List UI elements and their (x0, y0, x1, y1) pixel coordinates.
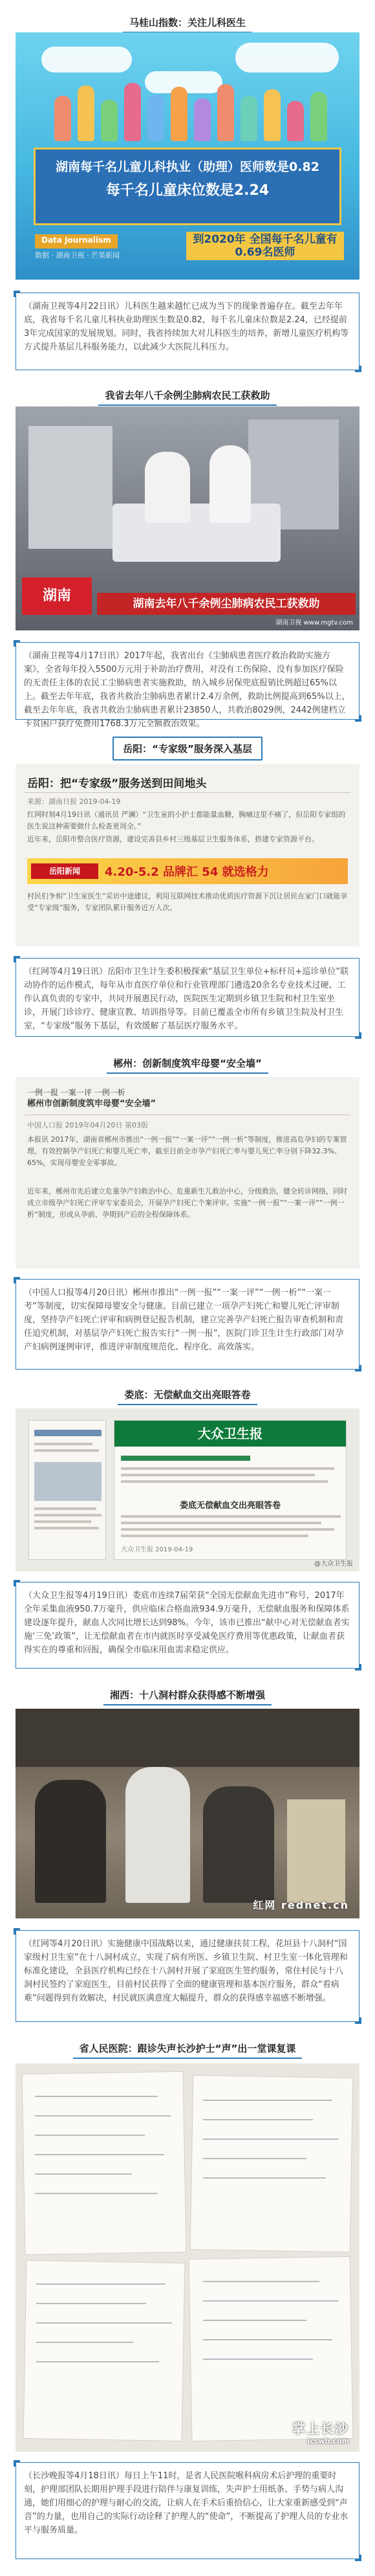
section-title-3 (0, 737, 375, 761)
section-title-2 (0, 386, 375, 406)
summary-text: （红网等4月19日讯）岳阳市卫生计生委积极探索“基层卫生单位+标杆员+巡诊单位”联动协作的运作模式，每年从市直医疗单位和行业管理部门遴选20余名专业技术过硬、工作认真负责的专家中，共同开展惠民行动，医院医生定期到乡镇卫生院和村卫生室坐诊，开展门诊诊疗、健康宣教、培训指导等。目前已覆盖全市所有乡镇卫生院及村卫生室，“专家级”服务下基层，有效缓解了基层医疗服务水平。 (24, 967, 349, 1031)
news-body-3: 村民们争相“卫生室医生”采访中途建议，利用互联网技术推动优质医疗资源下沉让居民在家门口就能享受“专家级”服务，专家团队累计服务近万人次。 (27, 892, 348, 912)
summary-text: （红网等4月20日讯）实施健康中国战略以来，通过健康扶贫工程，花垣县十八洞村“国家级村卫生室”在十八洞村成立，实现了病有所医、乡镇卫生院、村卫生室一体化管理和标准化建设，全县医疗机构已经在十八洞村开展了家庭医生签约服务，常住村民与十八洞村民签约了家庭医生，目前村民获得了全面的健康管理和基本医疗服务，群众“看病难”问题得到有效解决，村民就医满意度大幅提升，群众的获得感幸福感不断增强。 (24, 1939, 348, 2003)
article-summary-1 (16, 293, 359, 370)
banner-source-line: 数据 · 湖南卫视 · 芒果新闻 (35, 251, 120, 260)
banner-target-stat: 到2020年 全国每千名儿童有0.69名医师 (186, 232, 344, 260)
note-card (189, 2256, 354, 2441)
newspaper-headline: 娄底无偿献血交出亮眼答卷 (179, 1501, 281, 1511)
ad-text: 4.20-5.2 品牌汇 54 就选格力 (105, 865, 269, 879)
note-card (22, 2071, 187, 2255)
news-body-1: 本报讯 2017年，湖南省郴州市推出“一例一报”“一案一评”“一例一析”等制度，推进高危孕妇的专案管理，有效控制孕产妇死亡和婴儿死亡率，截至目前全市孕产妇死亡率与婴儿死亡率分别下降32.3%、65%，实现母婴安全零事故。 (27, 1135, 347, 1167)
article-summary-7 (16, 2462, 359, 2559)
section-title-1 (0, 13, 375, 33)
banner-line-1: 湖南每千名儿童儿科执业（助理）医师数是0.82 (56, 160, 319, 174)
article-summary-4 (16, 1279, 359, 1370)
section-heading: 娄底：无偿献血交出亮眼答卷 (118, 1385, 257, 1405)
article-summary-2 (16, 642, 359, 729)
newspaper-photo (16, 1408, 359, 1571)
news-kicker: 一例一报 一案一评 一例一析 (27, 1088, 125, 1097)
summary-text: （大众卫生报等4月19日讯）娄底市连续7届荣获“全国无偿献血先进市”称号，2017年全年采集血液950.7万毫升，供应临床合格血液934.9万毫升，无偿献血服务和保障体系建设逐年提升，献血人次同比增长达到98%。今年，该市已推出“献中心对无偿献血者实施‘三免’政策”，让无偿献血者在市内就医时享受减免医疗费用等优惠政策，让献血者获得实在的尊重和回报，确保全市临床用血需求稳定供应。 (24, 1591, 350, 1655)
news-body-1: 红网时刻4月19日讯（通讯员 严澜）“卫生室的小护士都能量血糖，胸痛这里不痛了，但岳阳专家组的医生说这种需要做什么检查更周全。” (27, 810, 346, 830)
data-journalism-tag: Data Journalism (35, 234, 118, 249)
summary-text: （中国人口报等4月20日讯）郴州市推出“一例一报”“一案一评”“一例一析”“一案一考”等制度，切实保障母婴安全与健康。目前已建立一项孕产妇死亡和婴儿死亡评审制度，坚持孕产妇死亡评审和病例登记报告机制，建立完善孕产妇死亡报告审查机制和责任追究机制，对基层孕产妇死亡报告实行“一例一报”，医院门诊卫生计生行政部门对孕产妇病例逐例审评，推进评审制度规范化、程序化、高效落实。 (24, 1288, 344, 1352)
banner-line-2: 每千名儿童床位数是2.24 (105, 183, 270, 199)
section-heading: 岳阳：“专家级”服务深入基层 (112, 737, 262, 761)
note-card (23, 2260, 186, 2441)
news-meta: 来源：湖南日报 2019-04-19 (27, 797, 121, 806)
banner-statistic-card (34, 148, 341, 225)
section-title-4 (0, 1054, 375, 1074)
photo-watermark: 湖南卫视 www.mgtv.com (275, 619, 353, 627)
watermark-brand: 掌上长沙 (292, 2421, 349, 2436)
article-summary-5 (16, 1582, 359, 1669)
photo-watermark: @大众卫生报 (314, 1560, 353, 1568)
section-heading: 郴州：创新制度筑牢母婴“安全墙” (107, 1054, 268, 1074)
section-heading: 马桂山指数：关注儿科医生 (123, 13, 252, 33)
pneumoconiosis-photo (16, 406, 359, 630)
ad-logo: 岳阳新闻 (31, 863, 98, 879)
summary-text: （湖南卫视等4月17日讯）2017年起，我省出台《尘肺病患者医疗救治救助实施方案》，全省每年投入5500万元用于补助治疗费用，对没有工伤保险、没有参加医疗保险的无责任主体的农民工尘肺病患者实施救助，纳入城乡居保兜底报销比例超过65%以上。截至去年年底，我省共救治尘肺病患者累计2.4万余例，救助比例提高到65%以上，截至去年年底，我省共救治尘肺病患者累计23850人，共救治8029例，2442例建档立卡贫困户获疗免费用1768.3万元全额救治效果。 (24, 651, 350, 729)
article-summary-3 (16, 958, 359, 1037)
article-summary-6 (16, 1930, 359, 2022)
news-headline: 岳阳：把“专家级”服务送到田间地头 (27, 777, 207, 790)
yueyang-news-screenshot (16, 764, 359, 946)
section-heading: 湘西：十八洞村群众获得感不断增强 (103, 1685, 272, 1705)
ad-banner (27, 858, 348, 884)
chenzhou-news-screenshot (16, 1077, 359, 1269)
photo-watermark (292, 2418, 349, 2445)
watermark-url: icswb.com (307, 2437, 349, 2445)
news-subhead: 郴州市创新制度筑牢母婴“安全墙” (27, 1099, 156, 1109)
handwritten-notes-photo (16, 2063, 359, 2452)
village-photo (16, 1709, 359, 1918)
newspaper-masthead: 大众卫生报 (114, 1421, 346, 1447)
news-meta: 中国人口报 2019年04月20日 第03版 (27, 1121, 148, 1129)
newspaper-meta: 大众卫生报 2019-04-19 (121, 1546, 193, 1553)
news-body-2: 近年来，郴州市先后建立危重孕产妇救治中心、危重新生儿救治中心，分级救治，健全转诊网络，同时成立市级孕产妇死亡评审专家委员会，开展孕产妇死亡个案评审。实施“一例一报”“一案一评”“一例一析”制度，形成从孕前、孕期到产后的全程保障体系。 (27, 1187, 347, 1219)
photo-caption: 湖南去年八千余例尘肺病农民工获救助 (97, 593, 356, 615)
photo-watermark: 红网 rednet.cn (253, 1899, 349, 1911)
news-body-2: 近年来，岳阳市整合医疗资源，建设完善县乡村三级基层卫生服务体系，搭建专家资源平台。 (27, 835, 319, 843)
section-title-6 (0, 1685, 375, 1705)
newspaper-page-left (28, 1420, 106, 1560)
note-card (190, 2075, 354, 2252)
channel-logo: 湖南 (22, 577, 92, 615)
summary-text: （长沙晚报等4月18日讯）每日上午11时，是省人民医院喉科病房术后护理的重要时刻，护理部团队长期用护理手段进行陪伴与康复训练，失声护士用纸条、手势与病人沟通，她们用细心的护理与耐心的交流，让病人在手术后重拾信心，让大家重新感受到“声音”的力量，也用自己的实际行动诠释了护理人的“使命”，不断提高了护理人员的专业水平与服务质量。 (24, 2471, 348, 2535)
newspaper-page-right (114, 1420, 347, 1560)
pediatrics-banner-image (16, 32, 359, 280)
section-title-7 (0, 2039, 375, 2059)
summary-text: （湖南卫视等4月22日讯）儿科医生越来越忙已成为当下的现象普遍存在。截至去年年底，我省每千名儿童儿科执业助理医生数是0.82，每千名儿童床位数是2.24，已经提前3年完成国家的发展规划。同时，我省持续加大对儿科医生的培养，新增儿童医疗机构等方式提升基层儿科服务能力，以此减少大医院儿科压力。 (24, 302, 349, 352)
section-heading: 省人民医院：跟诊失声长沙护士“声”出一堂课复课 (73, 2039, 303, 2059)
section-heading: 我省去年八千余例尘肺病农民工获救助 (98, 386, 276, 406)
section-title-5 (0, 1385, 375, 1405)
